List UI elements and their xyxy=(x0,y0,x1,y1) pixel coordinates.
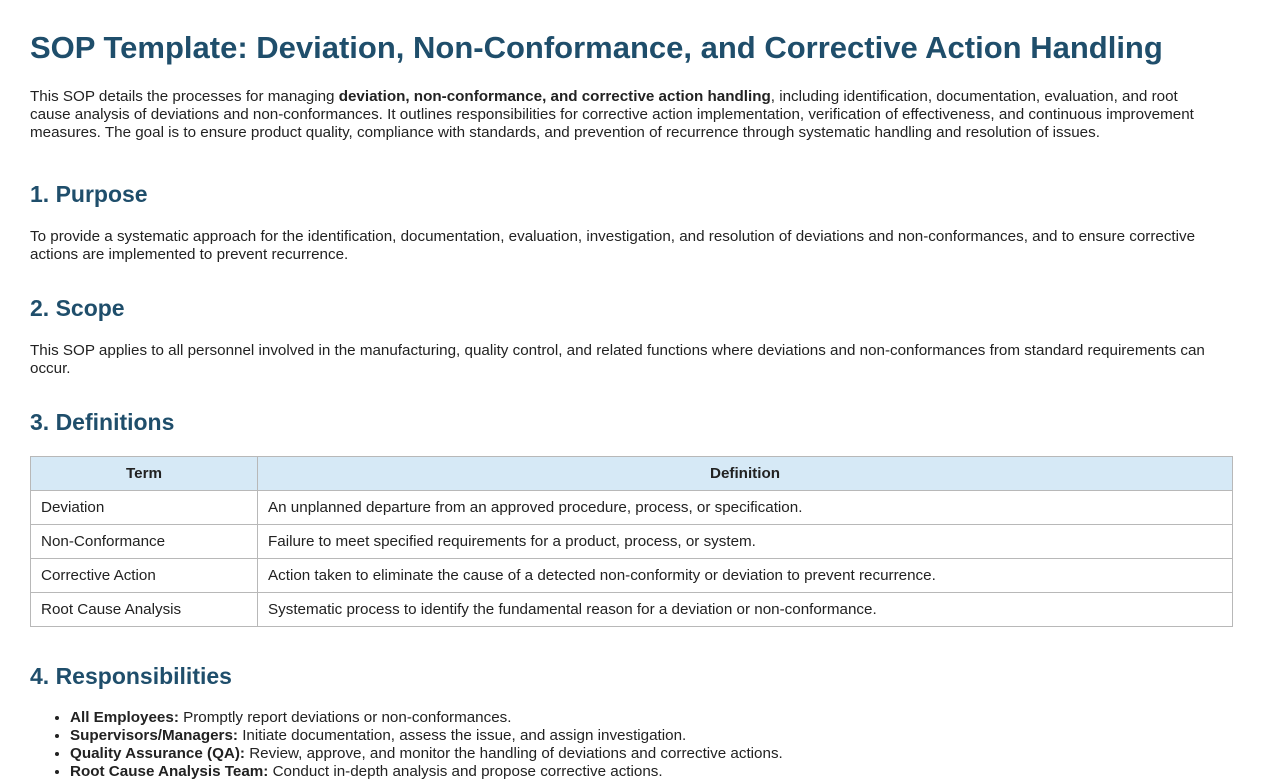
table-cell-definition: Systematic process to identify the fundamental reason for a deviation or non-conformance. xyxy=(258,593,1233,627)
table-cell-term: Deviation xyxy=(31,491,258,525)
scope-text: This SOP applies to all personnel involved in the manufacturing, quality control, and related functions where deviations and non-conformances from standard requirements can occur. xyxy=(30,342,1205,377)
scope-heading: 2. Scope xyxy=(30,295,125,321)
intro-paragraph xyxy=(30,88,1220,142)
intro-text-after: , including identification, documentation, evaluation, and root cause analysis of deviations and non-conformances. It outlines responsibilities for corrective action implementation, verification of effectiveness, and continuous improvement measures. The goal is to ensure product quality, compliance with standards, and prevention of recurrence through systematic handling and resolution of issues. xyxy=(30,88,1194,141)
list-item xyxy=(70,727,783,745)
table-header-definition: Definition xyxy=(258,457,1233,491)
responsibility-role: All Employees: xyxy=(70,709,179,726)
intro-text-bold: deviation, non-conformance, and corrective action handling xyxy=(338,88,771,105)
responsibility-role: Quality Assurance (QA): xyxy=(70,745,245,762)
responsibility-role: Supervisors/Managers: xyxy=(70,727,238,744)
table-header-row xyxy=(31,457,1233,491)
responsibility-text: Initiate documentation, assess the issue, and assign investigation. xyxy=(237,727,687,744)
responsibility-role: Root Cause Analysis Team: xyxy=(70,763,269,780)
table-row xyxy=(31,525,1233,559)
intro-text-before: This SOP details the processes for managing xyxy=(30,88,339,105)
table-row xyxy=(31,491,1233,525)
responsibilities-heading: 4. Responsibilities xyxy=(30,663,232,689)
responsibility-text: Review, approve, and monitor the handling of deviations and corrective actions. xyxy=(244,745,783,762)
table-cell-definition: An unplanned departure from an approved procedure, process, or specification. xyxy=(258,491,1233,525)
list-item xyxy=(70,709,783,727)
table-row xyxy=(31,559,1233,593)
responsibility-text: Promptly report deviations or non-conformances. xyxy=(178,709,512,726)
table-cell-term: Non-Conformance xyxy=(31,525,258,559)
page-title: SOP Template: Deviation, Non-Conformance, and Corrective Action Handling xyxy=(30,30,1163,65)
list-item xyxy=(70,763,783,781)
table-cell-term: Corrective Action xyxy=(31,559,258,593)
list-item xyxy=(70,745,783,763)
responsibilities-list xyxy=(30,709,783,781)
responsibility-text: Conduct in-depth analysis and propose corrective actions. xyxy=(268,763,663,780)
definitions-table xyxy=(30,456,1233,627)
table-row xyxy=(31,593,1233,627)
table-header-term: Term xyxy=(31,457,258,491)
purpose-text: To provide a systematic approach for the identification, documentation, evaluation, investigation, and resolution of deviations and non-conformances, and to ensure corrective actions are implemented to prevent recurrence. xyxy=(30,228,1196,263)
definitions-heading: 3. Definitions xyxy=(30,409,175,435)
purpose-heading: 1. Purpose xyxy=(30,181,148,207)
table-cell-term: Root Cause Analysis xyxy=(31,593,258,627)
table-cell-definition: Action taken to eliminate the cause of a detected non-conformity or deviation to prevent recurrence. xyxy=(258,559,1233,593)
table-cell-definition: Failure to meet specified requirements for a product, process, or system. xyxy=(258,525,1233,559)
